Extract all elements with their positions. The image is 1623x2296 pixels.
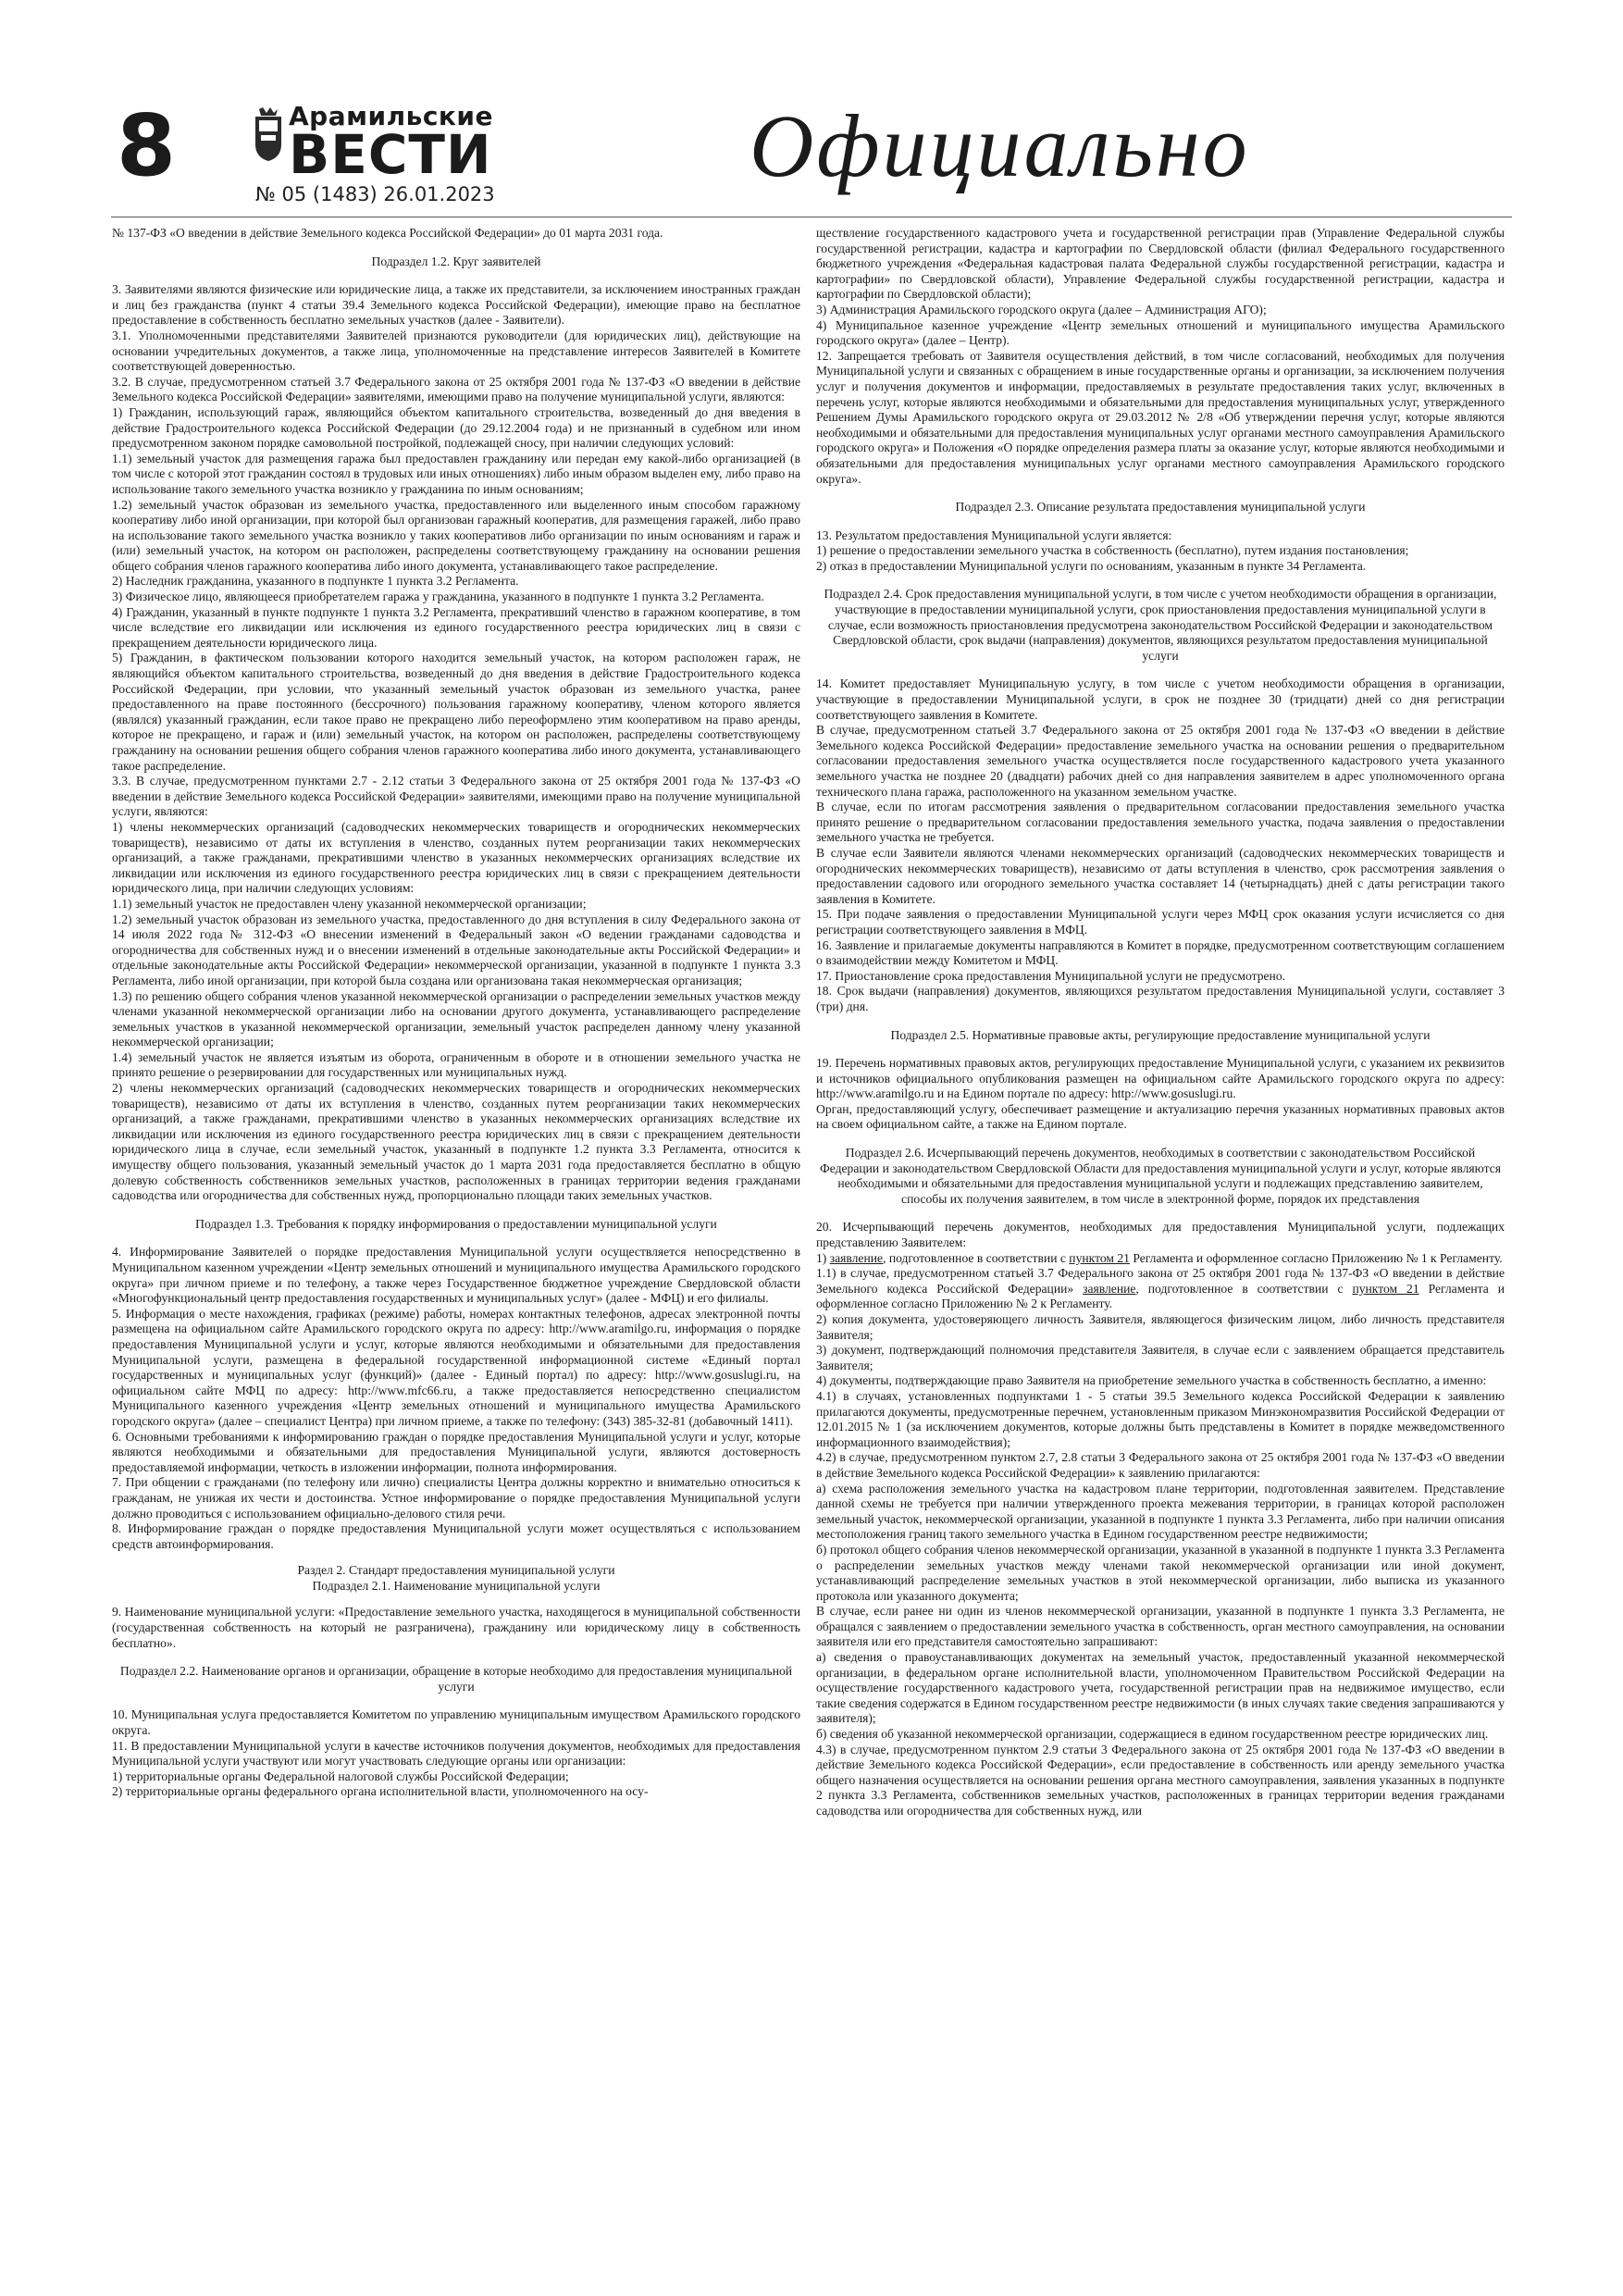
- paragraph: В случае, если ранее ни один из членов некоммерческой организации, указанной в подпункте 1 пункта 3.3 Регламента, не обращался с заявлением о предоставлении земельного участка в собственность, орган местного самоуправления, на основании заявителя или его представителя самостоятельно запрашивают:: [816, 1604, 1505, 1649]
- paragraph: 2) территориальные органы федерального органа исполнительной власти, уполномоченного на осу-: [112, 1784, 649, 1799]
- paragraph: 1.1) земельный участок для размещения гаража был предоставлен гражданину или передан ему какой-либо организацией (в том числе с которой этот гражданин состоял в трудовых или иных отношениях) либо иным образом выделен ему, либо право на использование такого земельного участка возникло у гражданина по иным основаниям;: [112, 451, 800, 496]
- paragraph: 1.1) земельный участок не предоставлен члену указанной некоммерческой организации;: [112, 896, 587, 911]
- paragraph: б) сведения об указанной некоммерческой организации, содержащиеся в едином государственном реестре юридических лиц.: [816, 1727, 1489, 1742]
- paragraph: 3) документ, подтверждающий полномочия представителя Заявителя, в случае если с заявлением обращается представитель Заявителя;: [816, 1343, 1505, 1372]
- text-fragment: , подготовленное в соответствии с: [883, 1250, 1070, 1265]
- clause-link[interactable]: пунктом 21: [1352, 1281, 1419, 1296]
- left-column: [112, 226, 800, 1800]
- subsection-heading: Подраздел 2.2. Наименование органов и организации, обращение в которые необходимо для предоставления муниципальной услуги: [119, 1664, 793, 1694]
- issue-info: № 05 (1483) 26.01.2023: [255, 183, 495, 205]
- paragraph: 14. Комитет предоставляет Муниципальную услугу, в том числе с учетом необходимости обращения в организации, участвующие в предоставлении Муниципальной услуги, в срок не позднее 30 (тридцати) дней со дня регистрации соответствующего заявления в Комитете.: [816, 676, 1505, 722]
- paragraph: ществление государственного кадастрового учета и государственной регистрации прав (Управление Федеральной службы государственной регистрации, кадастра и картографии по Свердловской области (филиал Федерального государственного бюджетного учреждения «Федеральная кадастровая палата Федеральной службы государственной регистрации, кадастра и картографии» по Свердловской области), Управление Федеральной службы государственной регистрации, кадастра и картографии по Свердловской области);: [816, 226, 1505, 302]
- paragraph: В случае, если по итогам рассмотрения заявления о предварительном согласовании предоставления земельного участка принято решение о предварительном согласовании предоставления земельного участка, подача заявления о предоставлении земельного участка не требуется.: [816, 800, 1505, 845]
- paragraph: 16. Заявление и прилагаемые документы направляются в Комитет в порядке, предусмотренном соответствующим соглашением о взаимодействии между Комитетом и МФЦ.: [816, 937, 1505, 968]
- subsection-heading: Подраздел 2.1. Наименование муниципальной услуги: [312, 1578, 601, 1593]
- subsection-heading: Подраздел 2.6. Исчерпывающий перечень документов, необходимых в соответствии с законодательством Российской Федерации и законодательством Свердловской Области для предоставления муниципальной услуги и услуг, которые являются необходимыми и обязательными для предоставления муниципальной услуги и подлежащих представлению заявителем, способы их получения заявителем, в том числе в электронной форме, порядок их представления: [820, 1146, 1501, 1206]
- paragraph: 1.2) земельный участок образован из земельного участка, предоставленного или выделенного иным способом гаражному кооперативу либо иной организации, при которой был организован гаражный кооператив, для размещения гаражей, либо право на использование такого земельного участка возникло у таких кооперативов либо организации по иным основаниям и гараж и (или) земельный участок, на котором он расположен, распределены соответствующему гражданину на основании решения общего собрания членов гаражного кооператива либо иного документа, устанавливающего такое распределение.: [112, 497, 800, 573]
- paragraph: 4) документы, подтверждающие право Заявителя на приобретение земельного участка в собственность бесплатно, а именно:: [816, 1373, 1487, 1388]
- paragraph: 13. Результатом предоставления Муниципальной услуги является:: [816, 527, 1172, 542]
- paragraph: 4.3) в случае, предусмотренном пунктом 2.9 статьи 3 Федерального закона от 25 октября 2001 года № 137-ФЗ «О введении в действие Земельного кодекса Российской Федерации», если предоставление в собственность или аренду земельного участка общего назначения осуществляется на основании решения органа местного самоуправления, заявления указанных в подпункте 2 пункта 3.3 Регламента, собственников земельных участков, расположенных в границах территории ведения гражданами садоводства или огородничества для собственных нужд, или: [816, 1742, 1505, 1818]
- page-header: [0, 0, 1623, 222]
- text-fragment: Регламента и оформленное согласно Приложению № 2 к Регламенту.: [816, 1281, 1505, 1311]
- paragraph: В случае, предусмотренном статьей 3.7 Федерального закона от 25 октября 2001 года № 137-ФЗ «О введении в действие Земельного кодекса Российской Федерации» предоставление земельного участка на основании решения о предварительном согласовании предоставления земельного участка осуществляется после государственного кадастрового учета указанного земельного участка не позднее 20 (двадцати) рабочих дней со дня направления заявителем в адрес уполномоченного органа технического плана гаража, расположенного на указанном земельном участке.: [816, 723, 1505, 799]
- section-heading: Раздел 2. Стандарт предоставления муниципальной услуги: [297, 1563, 615, 1578]
- paragraph: 1) члены некоммерческих организаций (садоводческих некоммерческих товариществ и огороднических некоммерческих товариществ), независимо от даты их вступления в членство, созданных путем реорганизации таких некоммерческих организаций, а также гражданами, прекратившими членство в указанных некоммерческих организациях вследствие их ликвидации или исключения из единого государственного реестра юридических лиц в связи с прекращением деятельности юридического лица, при наличии следующих условиям:: [112, 819, 800, 896]
- paragraph: 5. Информация о месте нахождения, графиках (режиме) работы, номерах контактных телефонов, адресах электронной почты размещена на официальном сайте Арамильского городского округа по адресу: http://www.aramilgo.ru, информация о порядке предоставления Муниципальной услуги и услуг, которые являются необходимыми и обязательными для предоставления Муниципальной услуги, размещена в федеральной государственной информационной системе «Единый портал государственных и муниципальных услуг (функций)» (далее - Единый портал) по адресу: http://www.gosuslugi.ru, на официальном сайте МФЦ по адресу: http://www.mfc66.ru, а также предоставляется непосредственно специалистом Муниципального казенного учреждения «Центр земельных отношений и муниципального имущества Арамильского городского округа» (далее – специалист Центра) при личном приеме, а также по телефону: (343) 385-32-81 (добавочный 1411).: [112, 1306, 800, 1428]
- paragraph: № 137-ФЗ «О введении в действие Земельного кодекса Российской Федерации» до 01 марта 2031 года.: [112, 226, 663, 240]
- paragraph: 10. Муниципальная услуга предоставляется Комитетом по управлению муниципальным имуществом Арамильского городского округа.: [112, 1707, 800, 1738]
- clause-link[interactable]: пунктом 21: [1069, 1250, 1130, 1265]
- paragraph: 1) территориальные органы Федеральной налоговой службы Российской Федерации;: [112, 1769, 569, 1783]
- coat-of-arms-icon: [252, 107, 285, 163]
- paragraph: 3.1. Уполномоченными представителями Заявителей признаются руководители (для юридических лиц), действующие на основании учредительных документов, а также лица, уполномоченные на представление интересов Заявителей в Комитете соответствующей доверенностью.: [112, 328, 800, 374]
- paragraph: 2) члены некоммерческих организаций (садоводческих некоммерческих товариществ и огороднических некоммерческих товариществ), независимо от даты их вступления в членство, созданных путем реорганизации таких некоммерческих организаций, а также гражданами, прекратившими членство в указанных некоммерческих организациях вследствие их ликвидации или исключения из единого государственного реестра юридических лиц в связи с прекращением деятельности юридического лица в случае, если земельный участок, указанный в подпункте 1.2 пункта 3.3 Регламента, относится к имуществу общего пользования, указанный земельный участок до 1 марта 2031 года предоставляется бесплатно в общую долевую собственность собственников земельных участков, расположенных в границах территории ведения гражданами садоводства или огородничества для собственных нужд, пропорционально площади таких земельных участков.: [112, 1081, 800, 1203]
- paragraph: 2) Наследник гражданина, указанного в подпункте 1 пункта 3.2 Регламента.: [112, 574, 519, 589]
- logo-title: ВЕСТИ: [289, 123, 492, 186]
- paragraph: 3. Заявителями являются физические или юридические лица, а также их представители, за исключением иностранных граждан и лиц без гражданства (пункт 4 статьи 39.4 Земельного кодекса Российской Федерации), имеющие право на бесплатное предоставление в собственность бесплатно земельных участков (далее - Заявители).: [112, 282, 800, 328]
- paragraph: а) сведения о правоустанавливающих документах на земельный участок, предоставленный указанной некоммерческой организации, в федеральном органе исполнительной власти, уполномоченном Правительством Российской Федерации на осуществление государственного кадастрового учета, государственной регистрации прав на недвижимое имущество, если такие сведения содержатся в Едином государственном реестре недвижимости (в иных случаях такие сведения запрашиваются у заявителя);: [816, 1650, 1505, 1726]
- paragraph: 3.2. В случае, предусмотренном статьей 3.7 Федерального закона от 25 октября 2001 года № 137-ФЗ «О введении в действие Земельного кодекса Российской Федерации» заявителями, имеющими право на получение муниципальной услуги, являются:: [112, 374, 800, 404]
- paragraph: б) протокол общего собрания членов некоммерческой организации, указанной в указанной в подпункте 1 пункта 3.3 Регламента о распределении земельных участков между членами такой некоммерческой организации или иной документ, устанавливающий распределение земельных участков в этой некоммерческой организации, либо выписка из указанного протокола или указанного документа;: [816, 1542, 1505, 1603]
- paragraph: 4. Информирование Заявителей о порядке предоставления Муниципальной услуги осуществляется непосредственно в Муниципальном казенном учреждении «Центр земельных отношений и муниципального имущества Арамильского городского округа» при личном приеме и по телефону, а также через Государственное бюджетное учреждение Свердловской области «Многофункциональный центр предоставления государственных и муниципальных услуг» (далее - МФЦ) и его филиалы.: [112, 1245, 800, 1306]
- section-title: Официально: [750, 96, 1250, 195]
- paragraph: 4.2) в случае, предусмотренном пунктом 2.7, 2.8 статьи 3 Федерального закона от 25 октября 2001 года № 137-ФЗ «О введении в действие Земельного кодекса Российской Федерации» к заявлению прилагаются:: [816, 1450, 1505, 1480]
- paragraph: 17. Приостановление срока предоставления Муниципальной услуги не предусмотрено.: [816, 968, 1286, 983]
- paragraph: 1.2) земельный участок образован из земельного участка, предоставленного до дня вступления в силу Федерального закона от 14 июля 2022 года № 312-ФЗ «О внесении изменений в Федеральный закон «О ведении гражданами садоводства и огородничества для собственных нужд и о внесении изменений в отдельные законодательные акты Российской Федерации» и отдельные законодательные акты Российской Федерации» некоммерческой организации, указанной в подпункте 1 пункта 3.3 Регламента, либо иной организации, при которой была создана или организована такая некоммерческая организация;: [112, 912, 800, 987]
- paragraph: 3) Физическое лицо, являющееся приобретателем гаража у гражданина, указанного в подпункте 1 пункта 3.2 Регламента.: [112, 590, 764, 604]
- paragraph: 3) Администрация Арамильского городского округа (далее – Администрация АГО);: [816, 302, 1267, 316]
- paragraph: 4.1) в случаях, установленных подпунктами 1 - 5 статьи 39.5 Земельного кодекса Российской Федерации к заявлению прилагаются документы, предусмотренные перечнем, установленным приказом Минэкономразвития Российской Федерации от 12.01.2015 № 1 (за исключением документов, которые должны быть представлены в Комитет в порядке межведомственного информационного взаимодействия);: [816, 1388, 1505, 1449]
- list-marker: 1): [816, 1250, 830, 1265]
- paragraph: 12. Запрещается требовать от Заявителя осуществления действий, в том числе согласований, необходимых для получения Муниципальной услуги и связанных с обращением в иные государственные органы и организации, за исключением получения услуг и получения документов и информации, предоставляемых в результате предоставления таких услуг, включенных в перечень услуг, которые являются необходимыми и обязательными для предоставления муниципальных услуг, утвержденного Решением Думы Арамильского городского округа от 29.03.2012 № 2/8 «Об утверждении перечня услуг, которые являются необходимыми и обязательными для предоставления муниципальных услуг органами местного самоуправления Арамильского городского округа» и Положения «О порядке определения размера платы за оказание услуг, которые являются необходимыми и обязательными для предоставления муниципальных услуг органами местного самоуправления Арамильского городского округа».: [816, 348, 1505, 486]
- paragraph: 20. Исчерпывающий перечень документов, необходимых для предоставления Муниципальной услуги, подлежащих представлению Заявителем:: [816, 1220, 1505, 1250]
- paragraph: 8. Информирование граждан о порядке предоставления Муниципальной услуги может осуществляться с использованием средств автоинформирования.: [112, 1521, 800, 1551]
- paragraph: 1.3) по решению общего собрания членов указанной некоммерческой организации о распределении земельных участков между членами указанной некоммерческой организации либо на основании другого документа, устанавливающего распределение земельных участков в указанной некоммерческой организации, земельный участок распределен данному члену указанной некоммерческой организации;: [112, 988, 800, 1049]
- text-fragment: , подготовленное в соответствии с: [1135, 1281, 1353, 1296]
- paragraph: 2) отказ в предоставлении Муниципальной услуги по основаниям, указанным в пункте 34 Регламента.: [816, 558, 1367, 573]
- subsection-heading: Подраздел 2.4. Срок предоставления муниципальной услуги, в том числе с учетом необходимости обращения в организации, участвующие в предоставлении муниципальной услуги, срок приостановления предоставления муниципальной услуги в случае, если возможность приостановления предусмотрена законодательством Российской Федерации и законодательством Свердловской области, срок выдачи (направления) документов, являющихся результатом предоставления муниципальной услуги: [824, 587, 1497, 663]
- subsection-heading: Подраздел 1.2. Круг заявителей: [371, 254, 541, 268]
- subsection-heading: Подраздел 1.3. Требования к порядку информирования о предоставлении муниципальной услуги: [195, 1216, 717, 1231]
- paragraph: [816, 1251, 1505, 1267]
- logo-subtitle: Арамильские: [289, 101, 494, 131]
- paragraph: 1) Гражданин, использующий гараж, являющийся объектом капитального строительства, возведенный до дня введения в действие Градостроительного кодекса Российской Федерации (до 29.12.2004 года) и не признанный в судебном или ином предусмотренном законом порядке самовольной постройкой, подлежащей сносу, при наличии следующих условий:: [112, 404, 800, 451]
- application-link[interactable]: заявление: [829, 1250, 884, 1265]
- paragraph: а) схема расположения земельного участка на кадастровом плане территории, подготовленная заявителем. Представление данной схемы не требуется при наличии утвержденного проекта межевания территории, в границах которой расположен земельный участок, некоммерческой организации, указанной в подпункте 1 пункта 3.3 Регламента, либо при наличии описания местоположения границ такого земельного участка в Едином государственном реестре недвижимости;: [816, 1481, 1505, 1542]
- subsection-heading: Подраздел 2.3. Описание результата предоставления муниципальной услуги: [955, 500, 1366, 515]
- right-column: [816, 226, 1505, 1819]
- paragraph: 1) решение о предоставлении земельного участка в собственность (бесплатно), путем издания постановления;: [816, 543, 1409, 558]
- paragraph: 11. В предоставлении Муниципальной услуги в качестве источников получения документов, необходимых для предоставления Муниципальной услуги участвуют или могут участвовать следующие органы или организации:: [112, 1738, 800, 1769]
- subsection-heading: Подраздел 2.5. Нормативные правовые акты, регулирующие предоставление муниципальной услуги: [890, 1027, 1431, 1042]
- paragraph: 3.3. В случае, предусмотренном пунктами 2.7 - 2.12 статьи 3 Федерального закона от 25 октября 2001 года № 137-ФЗ «О введении в действие Земельного кодекса Российской Федерации» заявителями, имеющими право на получение муниципальной услуги, являются:: [112, 774, 800, 819]
- paragraph: 1.4) земельный участок не является изъятым из оборота, ограниченным в обороте и в отношении земельного участка не принято решение о резервировании для государственных или муниципальных нужд.: [112, 1049, 800, 1080]
- application-link[interactable]: заявление: [1083, 1281, 1136, 1296]
- newspaper-logo: [252, 101, 494, 189]
- paragraph: 18. Срок выдачи (направления) документов, являющихся результатом предоставления Муниципальной услуги, составляет 3 (три) дня.: [816, 984, 1505, 1013]
- paragraph: 5) Гражданин, в фактическом пользовании которого находится земельный участок, на котором расположен гараж, не являющийся объектом капитального строительства, возведенный до дня введения в действие Градостроительного кодекса Российской Федерации, при условии, что указанный земельный участок образован из земельного участка, ранее предоставленного на праве постоянного (бессрочного) пользования гаражному кооперативу, членом которого является (являлся) указанный гражданин, если такое право не прекращено либо переоформлено этим кооперативом на право аренды, которое не прекращено, и гараж и (или) земельный участок, на котором он расположен, распределены соответствующему гражданину на основании решения общего собрания членов гаражного кооператива либо иного документа, устанавливающего такое распределение.: [112, 651, 800, 773]
- paragraph: Орган, предоставляющий услугу, обеспечивает размещение и актуализацию перечня указанных нормативных правовых актов на своем официальном сайте, а также на Едином портале.: [816, 1101, 1505, 1132]
- paragraph: 4) Муниципальное казенное учреждение «Центр земельных отношений и муниципального имущества Арамильского городского округа» (далее – Центр).: [816, 317, 1505, 348]
- text-fragment: 1.1) в случае, предусмотренном статьей 3.7 Федерального закона от 25 октября 2001 года № 137-ФЗ «О введении в действие Земельного кодекса Российской Федерации»: [816, 1266, 1505, 1296]
- paragraph: 9. Наименование муниципальной услуги: «Предоставление земельного участка, находящегося в муниципальной собственности (государственная собственность на который не разграничена), гражданину или юридическому лицу в собственность бесплатно».: [112, 1605, 800, 1650]
- page-number: 8: [117, 96, 177, 195]
- paragraph: 7. При общении с гражданами (по телефону или лично) специалисты Центра должны корректно и внимательно относиться к гражданам, не унижая их чести и достоинства. Устное информирование о порядке предоставления Муниципальной услуги должно проводиться с использованием официально-делового стиля речи.: [112, 1475, 800, 1520]
- paragraph: 19. Перечень нормативных правовых актов, регулирующих предоставление Муниципальной услуги, с указанием их реквизитов и источников официального опубликования размещен на официальном сайте Арамильского городского округа по адресу: http://www.aramilgo.ru и на Едином портале по адресу: http://www.gosuslugi.ru.: [816, 1056, 1505, 1101]
- paragraph: 4) Гражданин, указанный в пункте подпункте 1 пункта 3.2 Регламента, прекративший членство в гаражном кооперативе, в том числе вследствие его ликвидации или исключения из единого государственного реестра юридических лиц в связи с прекращением деятельности юридического лица.: [112, 604, 800, 650]
- paragraph: В случае если Заявители являются членами некоммерческих организаций (садоводческих некоммерческих товариществ и огороднических некоммерческих товариществ), независимо от даты вступления в членство, срок рассмотрения заявления о предоставлении садового или огородного земельного участка составляет 14 (четырнадцать) дней с даты регистрации такого заявления в Комитете.: [816, 845, 1505, 906]
- paragraph: [816, 1266, 1505, 1312]
- paragraph: 6. Основными требованиями к информированию граждан о порядке предоставления Муниципальной услуги и услуг, которые являются необходимыми и обязательными для предоставления Муниципальной услуги, являются достоверность предоставляемой информации, четкость в изложении информации, полнота информирования.: [112, 1429, 800, 1474]
- paragraph: 2) копия документа, удостоверяющего личность Заявителя, являющегося физическим лицом, либо личность представителя Заявителя;: [816, 1312, 1505, 1342]
- text-fragment: Регламента и оформленное согласно Приложению № 1 к Регламенту.: [1129, 1250, 1503, 1265]
- paragraph: 15. При подаче заявления о предоставлении Муниципальной услуги через МФЦ срок оказания услуги исчисляется со дня регистрации соответствующего заявления в МФЦ.: [816, 907, 1505, 937]
